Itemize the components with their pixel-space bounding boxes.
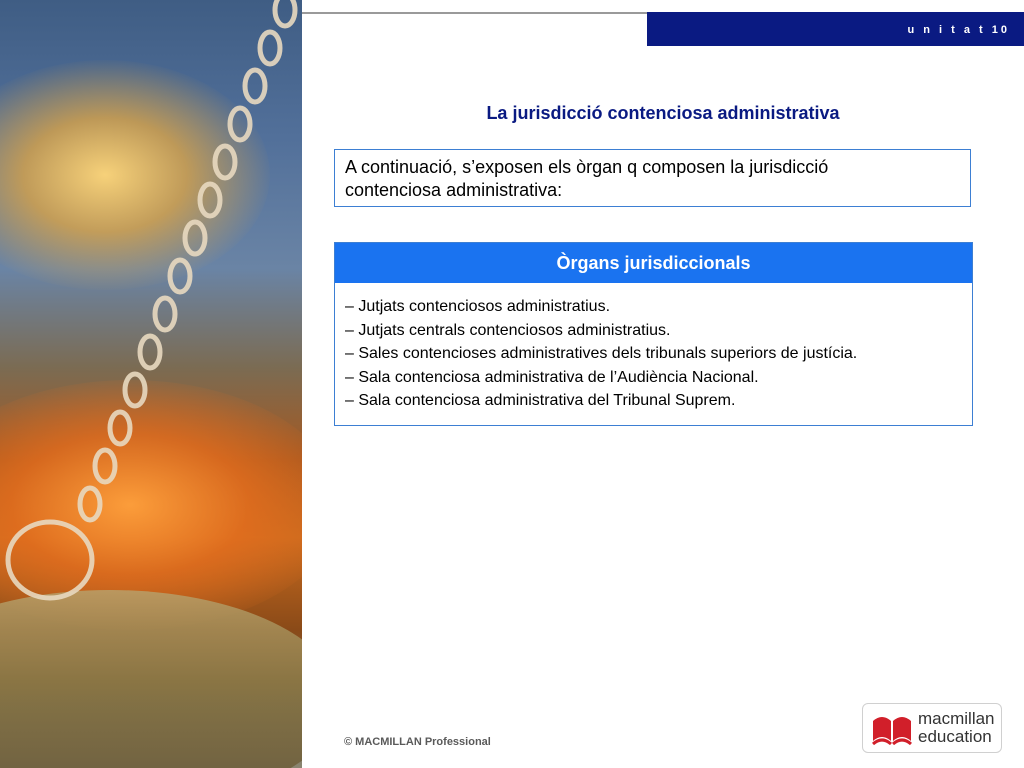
logo-line: macmillan xyxy=(918,709,995,728)
intro-line: contenciosa administrativa: xyxy=(345,180,563,200)
scales-of-justice-photo xyxy=(0,0,302,768)
intro-line: A continuació, s’exposen els òrgan q composen la jurisdicció xyxy=(345,157,829,177)
copyright-text: © MACMILLAN Professional xyxy=(344,736,491,748)
intro-box xyxy=(334,149,971,207)
macmillan-book-logo-icon xyxy=(871,711,913,747)
organs-list xyxy=(335,283,972,413)
list-item: – Jutjats contenciosos administratius. xyxy=(345,298,611,315)
list-item: – Jutjats centrals contenciosos administratius. xyxy=(345,321,671,339)
list-item: – Sala contenciosa administrativa del Tribunal Suprem. xyxy=(345,392,736,409)
list-item: – Sales contencioses administratives dels tribunals superiors de justícia. xyxy=(345,345,858,362)
header-bar xyxy=(647,12,1024,46)
chain-icon xyxy=(0,0,302,768)
unit-label: u n i t a t 10 xyxy=(907,24,1010,36)
logo-line: education xyxy=(918,727,992,746)
macmillan-logo xyxy=(862,703,1002,753)
organs-table xyxy=(334,242,973,426)
header-rule xyxy=(302,12,647,14)
organs-heading: Òrgans jurisdiccionals xyxy=(335,243,972,283)
list-item: – Sala contenciosa administrativa de l’Audiència Nacional. xyxy=(345,368,759,386)
page-title: La jurisdicció contenciosa administrativa xyxy=(486,103,840,123)
